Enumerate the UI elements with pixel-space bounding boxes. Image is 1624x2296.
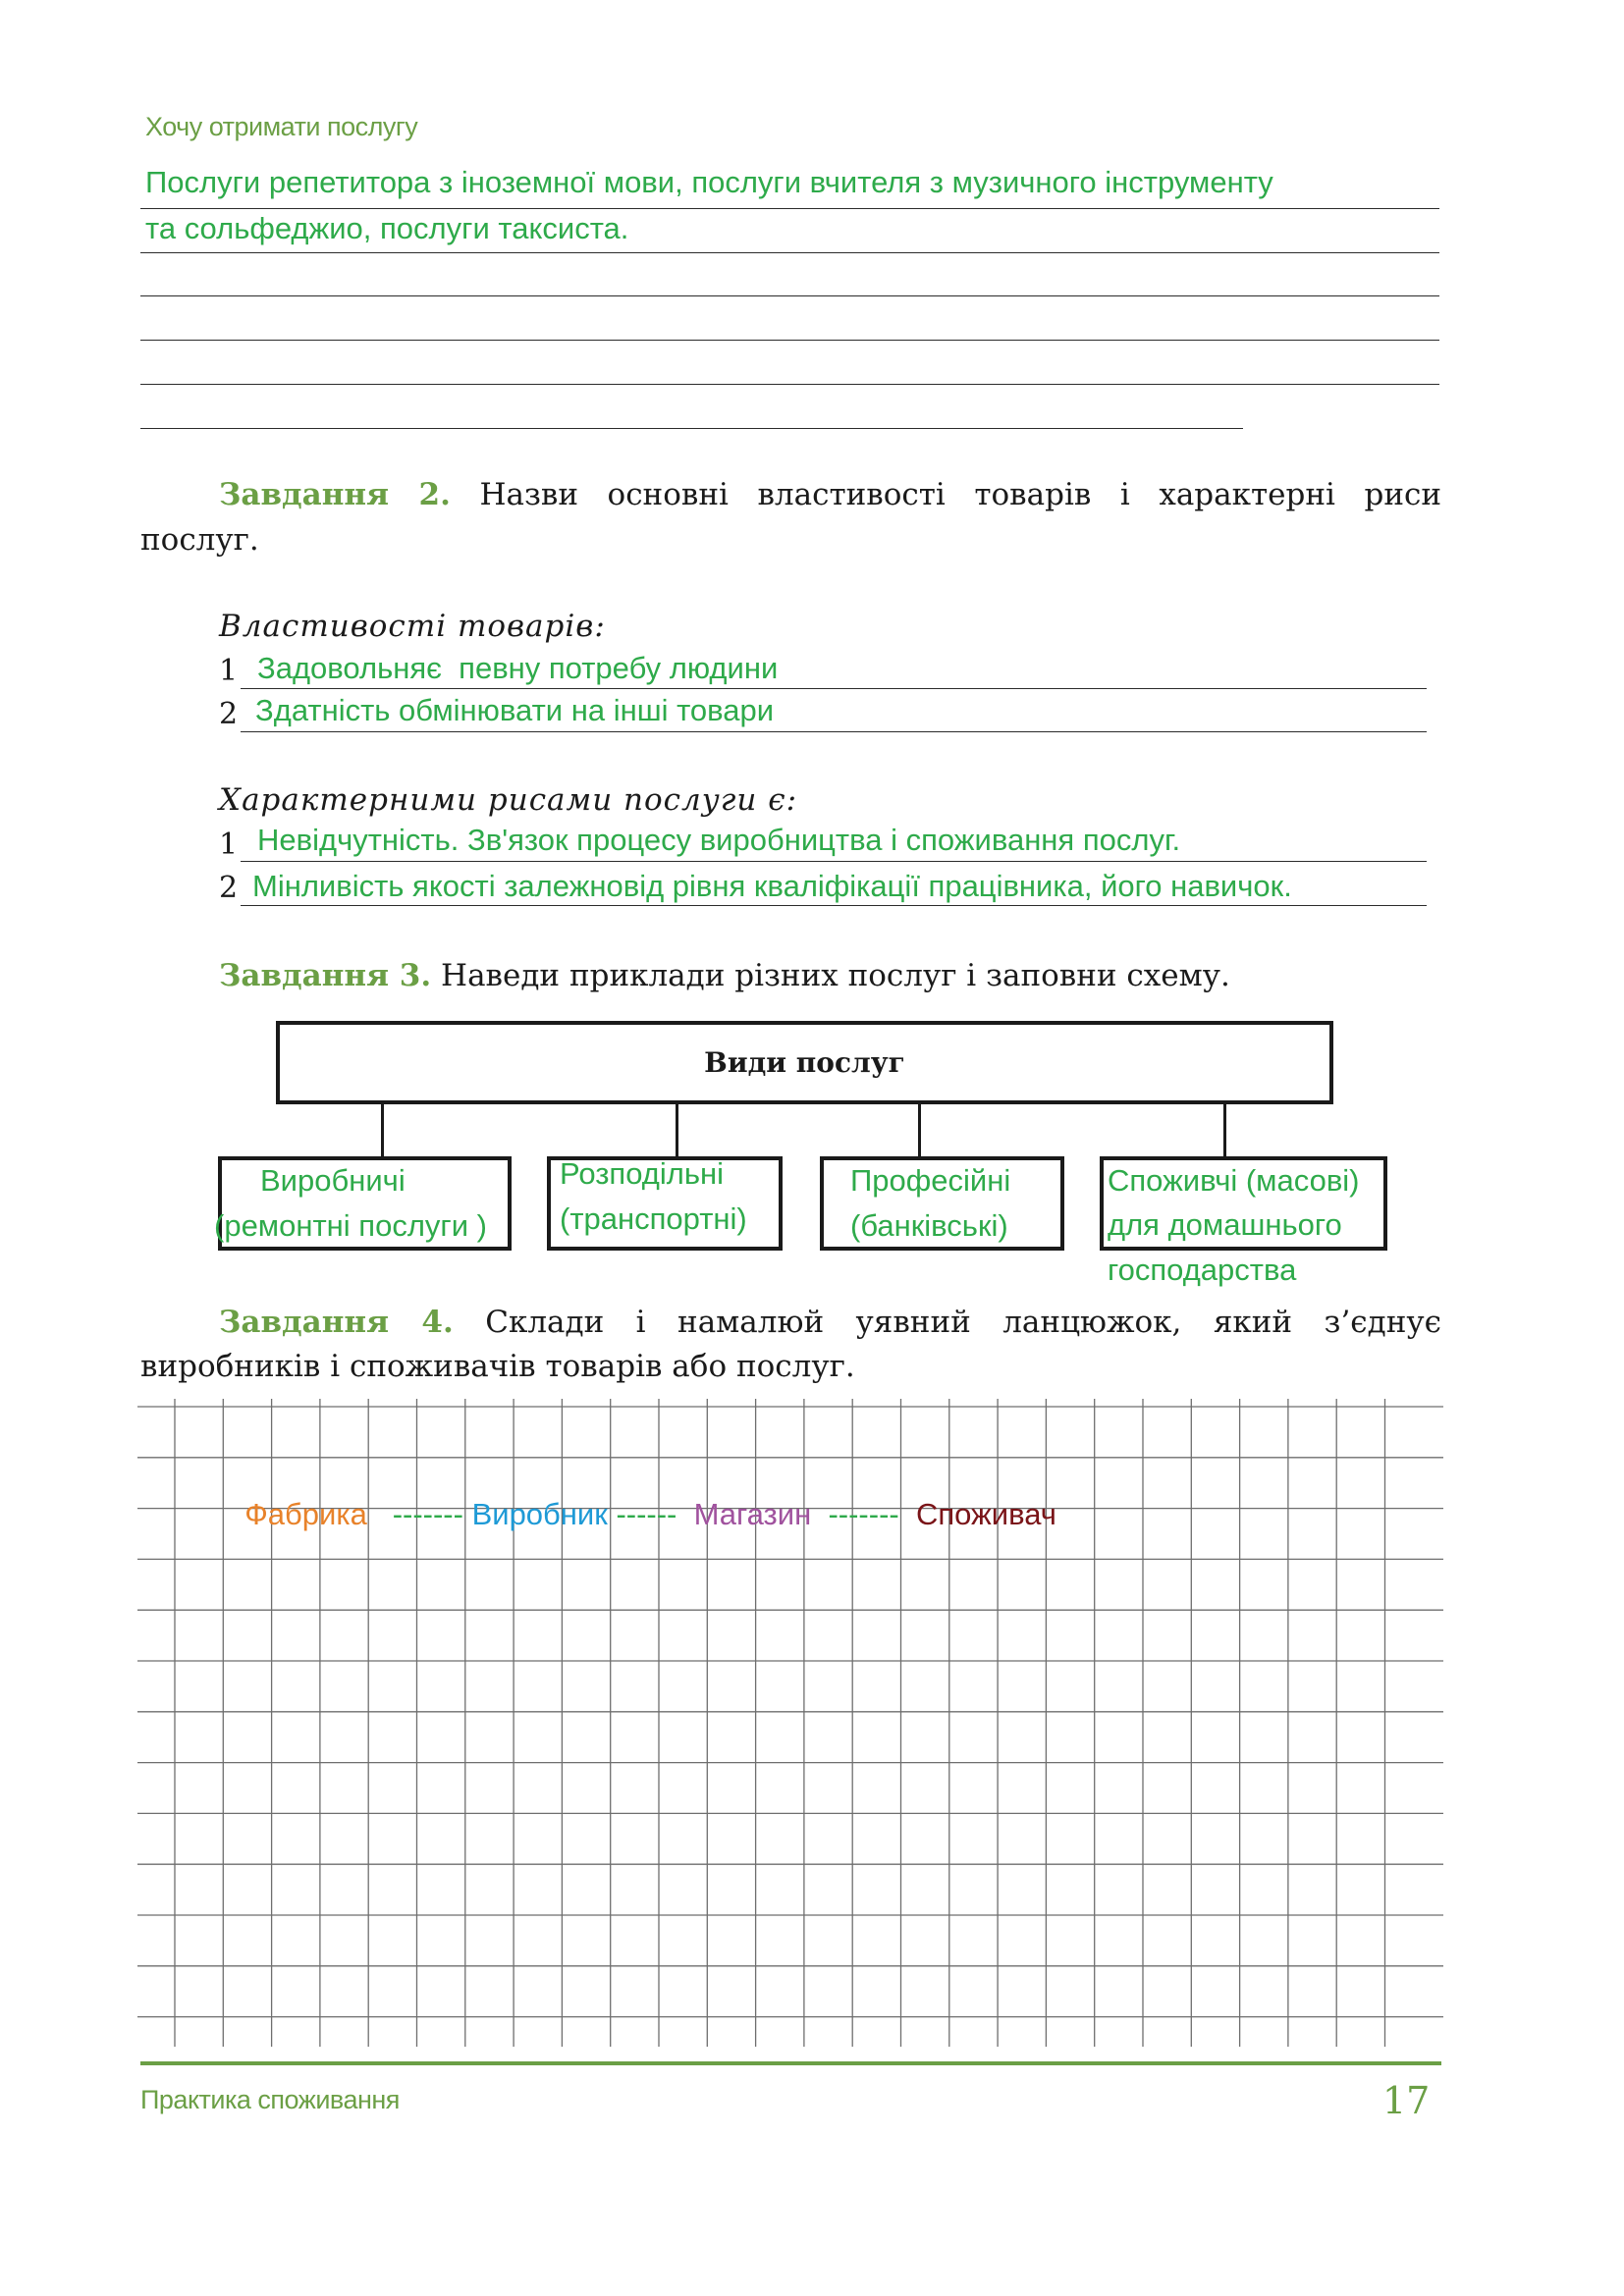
rule-line <box>140 208 1439 209</box>
task-4-heading <box>219 1305 1441 1340</box>
page-number: 17 <box>1382 2079 1431 2122</box>
answer-line <box>241 731 1427 732</box>
diagram-root-box <box>276 1021 1333 1104</box>
chain-item-factory: Фабрика <box>244 1497 367 1531</box>
task-2-text-cont: послуг. <box>140 522 259 558</box>
goods-heading: Властивості товарів: <box>219 609 606 644</box>
diagram-answer: (транспортні) <box>560 1201 747 1236</box>
chain-answer <box>228 1462 1056 1532</box>
task-2-text: Назви основні властивості товарів і характерні риси <box>479 477 1442 512</box>
task-4-label: Завдання 4. <box>219 1305 454 1340</box>
handwritten-answer: Невідчутність. Зв'язок процесу виробництва і споживання послуг. <box>257 823 1181 857</box>
diagram-answer: для домашнього <box>1108 1207 1342 1242</box>
handwritten-answer: та сольфеджио, послуги таксиста. <box>145 211 629 245</box>
diagram-answer: Професійні <box>850 1163 1011 1198</box>
diagram-connector <box>918 1103 921 1157</box>
answer-line <box>241 905 1427 906</box>
services-num: 2 <box>219 871 239 905</box>
rule-line <box>140 428 1243 429</box>
chain-link: ------- <box>828 1497 899 1531</box>
diagram-answer: Споживчі (масові) <box>1108 1163 1360 1198</box>
diagram-answer: Виробничі <box>260 1163 406 1198</box>
handwritten-answer: Послуги репетитора з іноземної мови, послуги вчителя з музичного інструменту <box>145 165 1273 199</box>
diagram-connector <box>676 1103 678 1157</box>
chain-link: ------ <box>616 1497 677 1531</box>
task-3-label: Завдання 3. <box>219 958 432 993</box>
handwritten-answer: Мінливість якості залежновід рівня кваліфікації працівника, його навичок. <box>252 869 1292 903</box>
task-3-heading <box>219 958 1230 993</box>
diagram-answer: господарства <box>1108 1253 1297 1287</box>
services-num: 1 <box>219 828 239 862</box>
diagram-root-label: Види послуг <box>704 1046 905 1079</box>
task-2-label: Завдання 2. <box>219 477 451 512</box>
footer-title: Практика споживання <box>140 2085 400 2114</box>
section-note: Хочу отримати послугу <box>145 112 418 141</box>
rule-line <box>140 340 1439 341</box>
chain-item-producer: Виробник <box>471 1497 608 1531</box>
diagram-answer: (ремонтні послуги ) <box>214 1208 487 1243</box>
handwritten-answer: Задовольняє певну потребу людини <box>257 651 779 685</box>
diagram-connector <box>1223 1103 1226 1157</box>
chain-item-store: Магазин <box>693 1497 812 1531</box>
services-heading: Характерними рисами послуги є: <box>219 782 798 818</box>
handwritten-answer: Здатність обмінювати на інші товари <box>255 693 775 727</box>
task-3-text: Наведи приклади різних послуг і заповни схему. <box>441 958 1230 993</box>
task-4-text: Склади і намалюй уявний ланцюжок, який з’єднує <box>485 1305 1442 1340</box>
answer-line <box>241 861 1427 862</box>
task-2-heading <box>219 477 1441 512</box>
chain-item-consumer: Споживач <box>915 1497 1056 1531</box>
rule-line <box>140 252 1439 253</box>
task-4-text-cont: виробників і споживачів товарів або послуг. <box>140 1349 855 1384</box>
goods-num: 1 <box>219 654 239 688</box>
diagram-answer: Розподільні <box>560 1156 724 1191</box>
diagram-connector <box>381 1103 384 1157</box>
goods-num: 2 <box>219 697 239 731</box>
answer-line <box>241 688 1427 689</box>
rule-line <box>140 384 1439 385</box>
rule-line <box>140 295 1439 296</box>
footer-rule <box>140 2061 1441 2065</box>
chain-link: ------- <box>392 1497 463 1531</box>
diagram-answer: (банківські) <box>850 1208 1008 1243</box>
